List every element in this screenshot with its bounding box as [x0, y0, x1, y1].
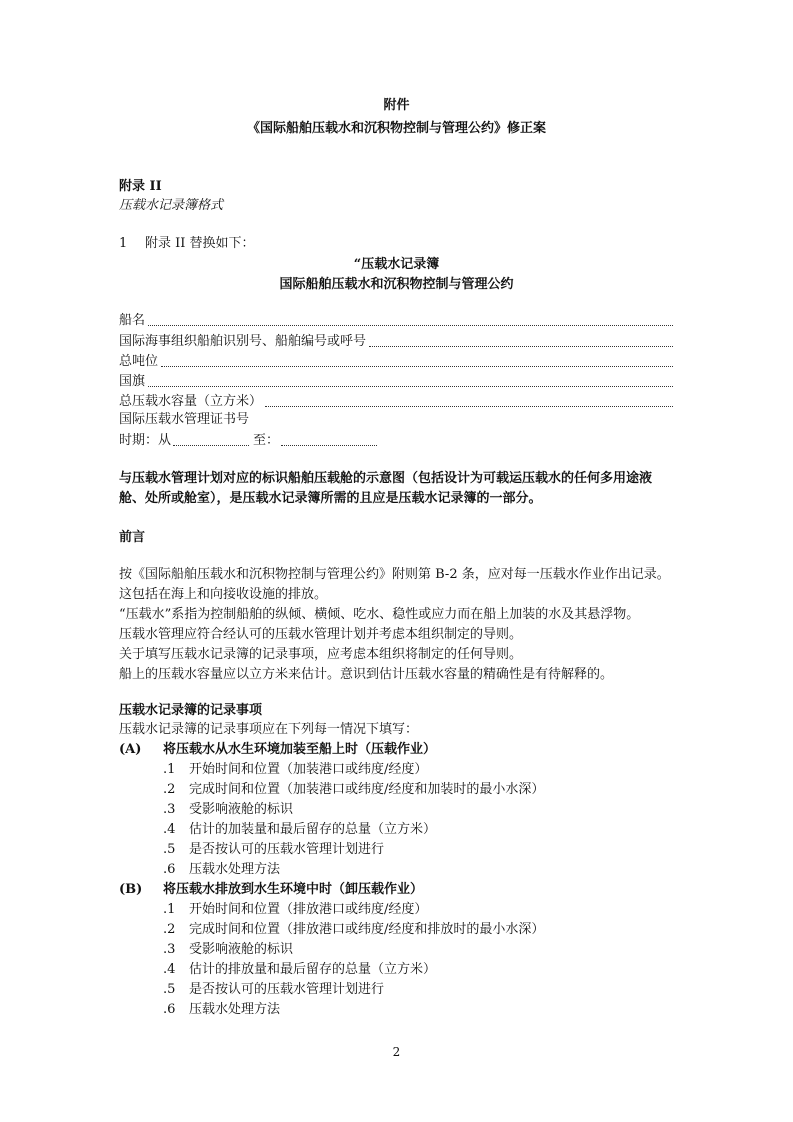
preface-paragraph-1: 按《国际船舶压载水和沉积物控制与管理公约》附则第 B-2 条，应对每一压载水作业作出记录。这包括在海上和向接收设施的排放。	[119, 567, 670, 602]
list-item: 压载水处理方法	[189, 1002, 281, 1017]
list-item: 估计的加装量和最后留存的总量（立方米）	[189, 822, 437, 837]
list-item: 是否按认可的压载水管理计划进行	[189, 982, 385, 997]
list-item-number: .4	[163, 822, 176, 837]
list-item: 开始时间和位置（排放港口或纬度/经度）	[189, 902, 428, 917]
field-ship-name	[119, 310, 673, 330]
list-item-number: .2	[163, 922, 176, 937]
record-book-subtitle: 国际船舶压载水和沉积物控制与管理公约	[279, 277, 514, 292]
preface-paragraph-4: 关于填写压载水记录簿的记录事项，应考虑本组织将制定的任何导则。	[119, 647, 523, 662]
field-label: 船名	[119, 313, 146, 328]
appendix-heading: 附录 II	[119, 179, 162, 194]
list-item-number: .4	[163, 962, 176, 977]
list-item-number: .6	[163, 1002, 176, 1017]
dotted-line	[369, 345, 673, 347]
list-item: 受影响液舱的标识	[189, 942, 294, 957]
dotted-line	[281, 444, 377, 446]
field-period	[119, 430, 377, 450]
list-item: 完成时间和位置（加装港口或纬度/经度和加装时的最小水深）	[189, 782, 545, 797]
field-capacity	[119, 391, 673, 411]
section-a-label: (A)	[119, 742, 142, 757]
entries-heading: 压载水记录簿的记录事项	[119, 703, 263, 718]
dotted-line	[148, 324, 673, 326]
preface-paragraph-3: 压载水管理应符合经认可的压载水管理计划并考虑本组织制定的导则。	[119, 627, 523, 642]
period-to-label: 至：	[253, 433, 280, 448]
record-book-title: “压载水记录簿	[353, 257, 440, 272]
field-imo-number	[119, 331, 673, 351]
list-item-number: .1	[163, 902, 176, 917]
dotted-line	[161, 365, 673, 367]
list-item: 受影响液舱的标识	[189, 802, 294, 817]
section-b-label: (B)	[119, 882, 143, 897]
preface-heading: 前言	[119, 530, 146, 545]
instruction-text: 附录 II 替换如下：	[145, 236, 255, 251]
list-item-number: .3	[163, 802, 176, 817]
list-item-number: .1	[163, 762, 176, 777]
list-item-number: .2	[163, 782, 176, 797]
field-label: 总压载水容量（立方米）	[119, 394, 263, 409]
diagram-note: 与压载水管理计划对应的标识船舶压载舱的示意图（包括设计为可载运压载水的任何多用途液舱、处所或舱室），是压载水记录簿所需的且应是压载水记录簿的一部分。	[119, 471, 653, 506]
field-label: 国际海事组织船舶识别号、船舶编号或呼号	[119, 334, 367, 349]
dotted-line	[173, 444, 249, 446]
list-item-number: .5	[163, 842, 176, 857]
page-number: 2	[392, 1045, 401, 1059]
entries-intro: 压载水记录簿的记录事项应在下列每一情况下填写：	[119, 722, 419, 737]
list-item: 估计的排放量和最后留存的总量（立方米）	[189, 962, 437, 977]
period-from-label: 时期：从	[119, 433, 172, 448]
field-label: 总吨位	[119, 354, 159, 369]
field-certificate: 国际压载水管理证书号	[119, 412, 250, 427]
section-b-title: 将压载水排放到水生环境中时（卸压载作业）	[163, 882, 424, 897]
document-title: 《国际船舶压载水和沉积物控制与管理公约》修正案	[246, 121, 546, 136]
list-item-number: .3	[163, 942, 176, 957]
list-item-number: .6	[163, 862, 176, 877]
list-item-number: .5	[163, 982, 176, 997]
field-label: 国旗	[119, 374, 146, 389]
annex-label: 附件	[383, 98, 410, 113]
list-item: 压载水处理方法	[189, 862, 281, 877]
field-gross-tonnage	[119, 351, 673, 371]
list-item: 是否按认可的压载水管理计划进行	[189, 842, 385, 857]
field-flag	[119, 371, 673, 391]
list-item: 开始时间和位置（加装港口或纬度/经度）	[189, 762, 428, 777]
preface-paragraph-2: “压载水”系指为控制船舶的纵倾、横倾、吃水、稳性或应力而在船上加装的水及其悬浮物。	[119, 607, 640, 622]
list-item: 完成时间和位置（排放港口或纬度/经度和排放时的最小水深）	[189, 922, 545, 937]
appendix-subtitle: 压载水记录簿格式	[119, 198, 224, 213]
preface-paragraph-5: 船上的压载水容量应以立方米来估计。意识到估计压载水容量的精确性是有待解释的。	[119, 667, 614, 682]
dotted-line	[265, 405, 673, 407]
section-a-title: 将压载水从水生环境加装至船上时（压载作业）	[163, 742, 437, 757]
instruction-number: 1	[119, 236, 128, 251]
dotted-line	[148, 385, 673, 387]
